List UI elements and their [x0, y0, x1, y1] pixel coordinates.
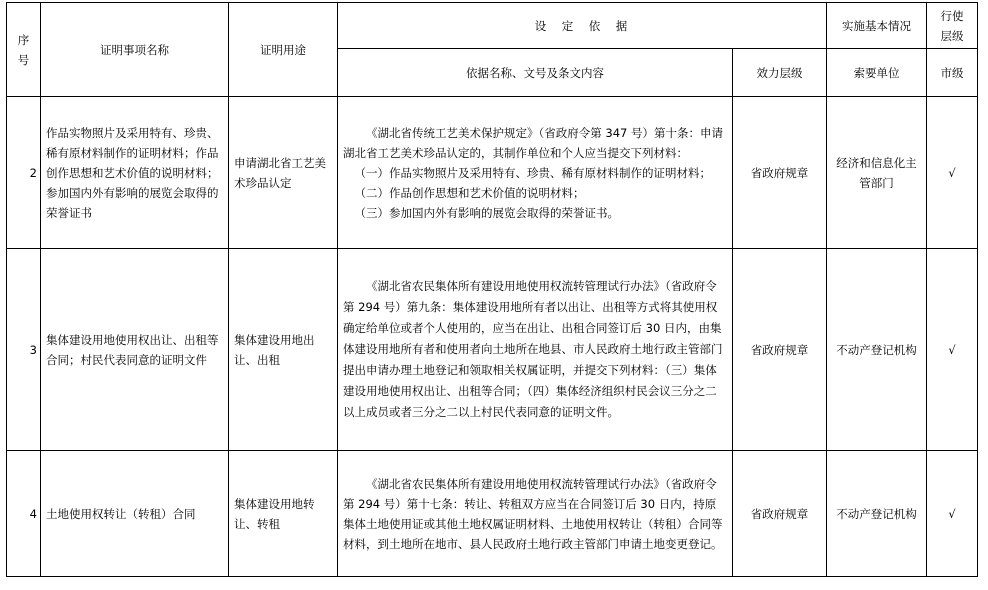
row-unit: 不动产登记机构: [827, 451, 927, 577]
row-use: 集体建设用地出让、出租: [229, 249, 338, 451]
header-basis: 设 定 依 据: [338, 3, 827, 49]
header-city: 市级: [927, 49, 978, 97]
row-effect: 省政府规章: [733, 249, 827, 451]
row-city: √: [927, 249, 978, 451]
basis-paragraph: 《湖北省农民集体所有建设用地使用权流转管理试行办法》（省政府令第 294 号）第九条：集体建设用地所有者以出让、出租等方式将其使用权确定给单位或者个人使用的，应当在出让、出租合同签订后 30 日内，由集体建设用地所有者和使用者向土地所在地县、市人民政府土地行政主管部门提出申请办理土地登记和领取相关权属证明，并提交下列材料：（三）集体建设用地使用权出让、出租等合同；（四）集体经济组织村民会议三分之二以上成员或者三分之二以上村民代表同意的证明文件。: [343, 279, 723, 419]
row-name: 作品实物照片及采用特有、珍贵、稀有原材料制作的证明材料；作品创作思想和艺术价值的说明材料；参加国内外有影响的展览会取得的荣誉证书: [41, 97, 229, 249]
header-name: 证明事项名称: [41, 3, 229, 97]
basis-paragraph: 《湖北省农民集体所有建设用地使用权流转管理试行办法》（省政府令第 294 号）第十七条：转让、转租双方应当在合同签订后 30 日内，持原集体土地使用证或其他土地权属证明材料、土地使用权转让（转租）合同等材料，到土地所在地市、县人民政府土地行政主管部门申请土地变更登记。: [343, 476, 723, 551]
row-basis: [338, 249, 733, 451]
row-unit: 经济和信息化主管部门: [827, 97, 927, 249]
header-use: 证明用途: [229, 3, 338, 97]
row-use: 集体建设用地转让、转租: [229, 451, 338, 577]
header-basis-doc: 依据名称、文号及条文内容: [338, 49, 733, 97]
table-row: [7, 249, 978, 451]
row-city: √: [927, 97, 978, 249]
row-name: 土地使用权转让（转租）合同: [41, 451, 229, 577]
basis-paragraph: 《湖北省传统工艺美术保护规定》（省政府令第 347 号）第十条：申请湖北省工艺美术珍品认定的，其制作单位和个人应当提交下列材料：: [343, 125, 724, 160]
row-use: 申请湖北省工艺美术珍品认定: [229, 97, 338, 249]
row-city: √: [927, 451, 978, 577]
table-row: [7, 451, 978, 577]
basis-paragraph: （二）作品创作思想和艺术价值的说明材料；: [354, 185, 585, 200]
row-effect: 省政府规章: [733, 451, 827, 577]
row-name: 集体建设用地使用权出让、出租等合同；村民代表同意的证明文件: [41, 249, 229, 451]
basis-paragraph: （一）作品实物照片及采用特有、珍贵、稀有原材料制作的证明材料；: [354, 165, 711, 180]
certification-table: [6, 2, 978, 577]
header-unit: 索要单位: [827, 49, 927, 97]
row-basis: [338, 451, 733, 577]
header-seq: 序号: [7, 3, 41, 97]
header-impl: 实施基本情况: [827, 3, 927, 49]
row-basis: [338, 97, 733, 249]
row-effect: 省政府规章: [733, 97, 827, 249]
table-row: [7, 97, 978, 249]
header-level: 行使层级: [927, 3, 978, 49]
row-seq: 4: [7, 451, 41, 577]
row-seq: 3: [7, 249, 41, 451]
header-effect: 效力层级: [733, 49, 827, 97]
row-unit: 不动产登记机构: [827, 249, 927, 451]
row-seq: 2: [7, 97, 41, 249]
basis-paragraph: （三）参加国内外有影响的展览会取得的荣誉证书。: [354, 205, 619, 220]
